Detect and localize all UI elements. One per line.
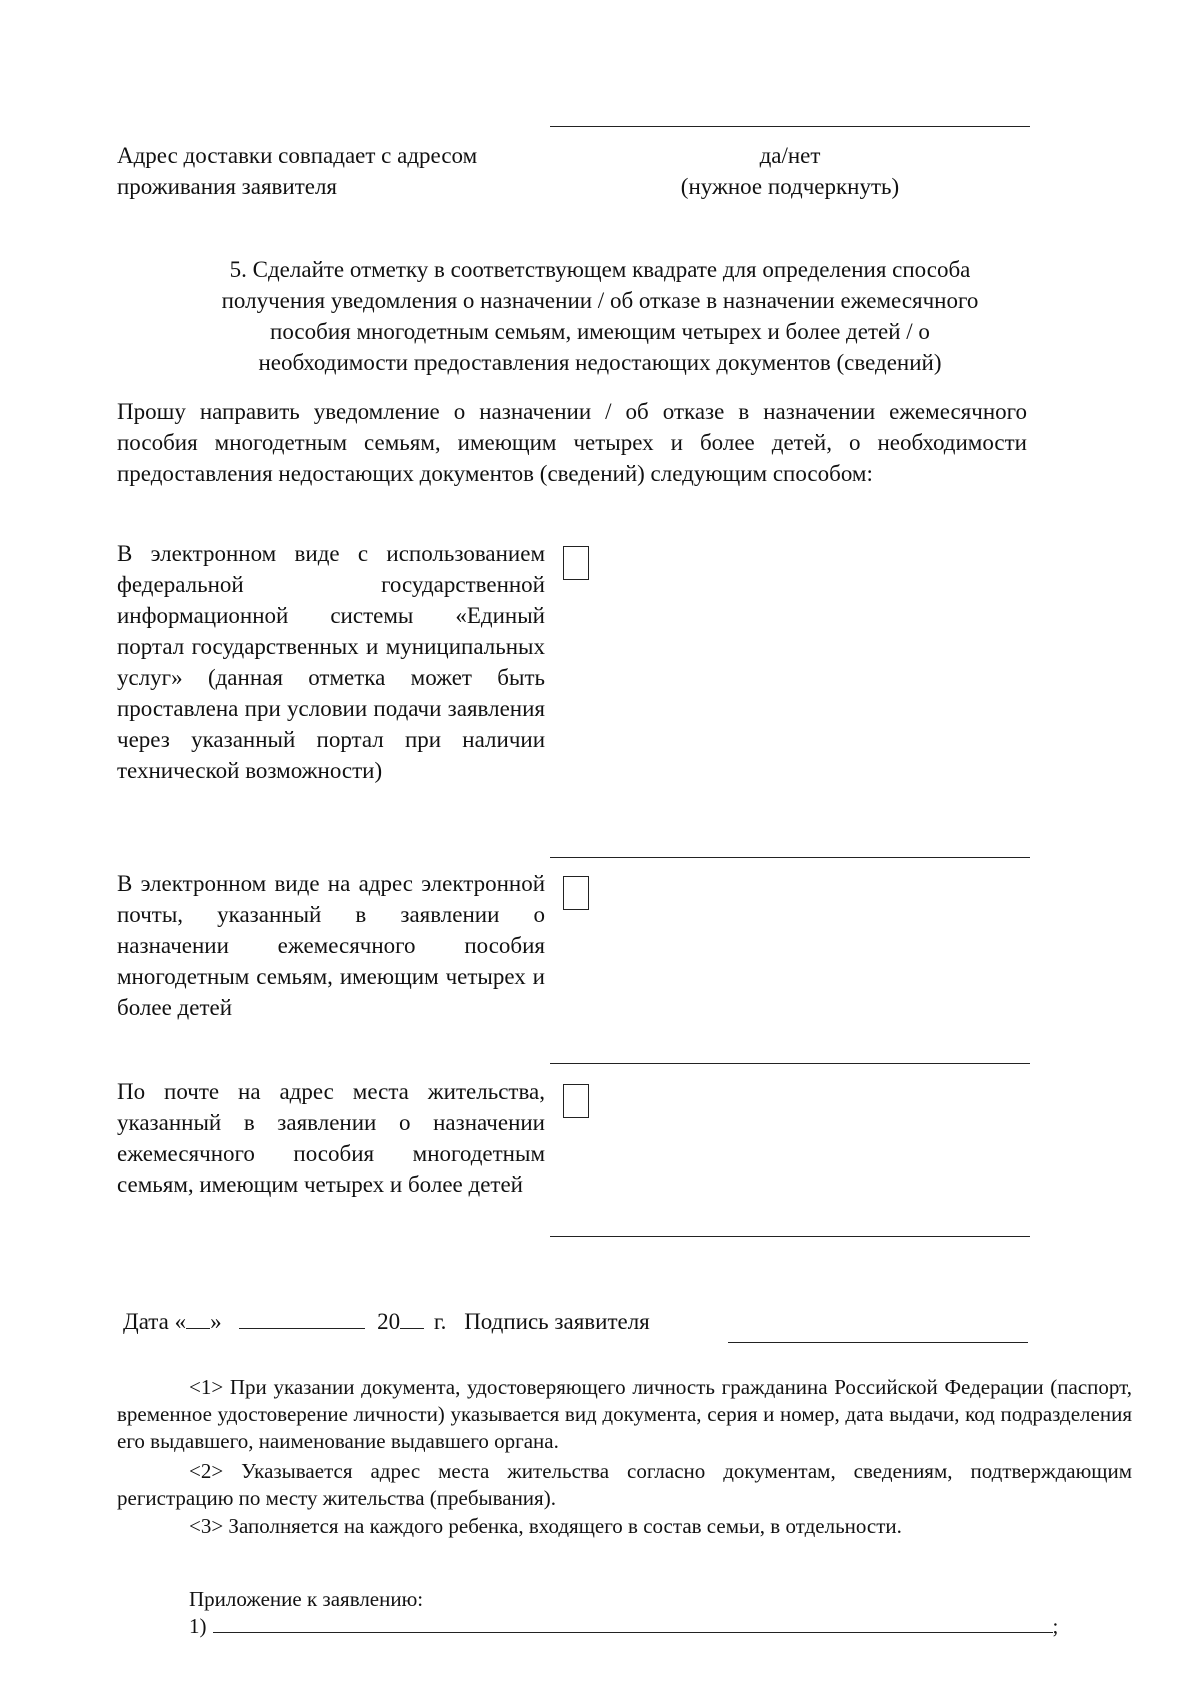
- address-label-line1: Адрес доставки совпадает с адресом: [117, 143, 478, 168]
- attachment-title: Приложение к заявлению:: [189, 1587, 424, 1611]
- option-epgu-checkbox[interactable]: [563, 546, 589, 580]
- attachment-item-end: ;: [1052, 1614, 1059, 1638]
- day-field[interactable]: [186, 1306, 210, 1329]
- top-fill-line: [550, 126, 1030, 127]
- address-label-line2: проживания заявителя: [117, 174, 338, 199]
- signature-field[interactable]: [728, 1342, 1028, 1343]
- request-paragraph: Прошу направить уведомление о назначении / об отказе в назначении ежемесячного пособия многодетным семьям, имеющим четырех и более детей, о необходимости предоставления недостающих документов (сведений) следующим способом:: [117, 399, 1027, 486]
- footnote-3: <3> Заполняется на каждого ребенка, входящего в состав семьи, в отдельности.: [189, 1514, 902, 1538]
- section5-heading: [100, 254, 1100, 378]
- heading-line: необходимости предоставления недостающих документов (сведений): [258, 350, 942, 375]
- heading-line: 5. Сделайте отметку в соответствующем квадрате для определения способа: [229, 257, 971, 282]
- year-suffix: г.: [433, 1309, 447, 1334]
- option-divider-line: [550, 1236, 1030, 1237]
- option-post-text: По почте на адрес места жительства, указанный в заявлении о назначении ежемесячного пособия многодетным семьям, имеющим четырех и более детей: [117, 1079, 545, 1197]
- year-field[interactable]: [400, 1306, 424, 1329]
- option-divider-line: [550, 1063, 1030, 1064]
- month-field[interactable]: [239, 1306, 365, 1329]
- option-email-checkbox[interactable]: [563, 876, 589, 910]
- date-label: Дата «: [123, 1309, 187, 1334]
- attachment-item-field[interactable]: [213, 1612, 1053, 1633]
- yes-no-option[interactable]: да/нет: [759, 143, 821, 168]
- heading-line: получения уведомления о назначении / об отказе в назначении ежемесячного: [221, 288, 979, 313]
- attachment-item: [189, 1612, 1089, 1640]
- option-email-text: В электронном виде на адрес электронной почты, указанный в заявлении о назначении ежемесячного пособия многодетным семьям, имеющим четырех и более детей: [117, 871, 545, 1020]
- attachment-item-number: 1): [189, 1614, 207, 1638]
- option-epgu-text: В электронном виде с использованием федеральной государственной информационной системы «Единый портал государственных и муниципальных услуг» (данная отметка может быть проставлена при условии подачи заявления через указанный портал при наличии технической возможности): [117, 541, 545, 783]
- signature-label: Подпись заявителя: [464, 1309, 650, 1334]
- address-match-choice: [640, 140, 940, 202]
- underline-hint: (нужное подчеркнуть): [680, 174, 900, 199]
- address-match-label: [117, 140, 567, 202]
- date-signature-row: [123, 1306, 1043, 1337]
- year-prefix: 20: [377, 1309, 401, 1334]
- date-close: »: [210, 1309, 222, 1334]
- footnote-2: <2> Указывается адрес места жительства согласно документам, сведениям, подтверждающим регистрацию по месту жительства (пребывания).: [117, 1459, 1132, 1510]
- option-divider-line: [550, 857, 1030, 858]
- footnote-1: <1> При указании документа, удостоверяющего личность гражданина Российской Федерации (паспорт, временное удостоверение личности) указывается вид документа, серия и номер, дата выдачи, код подразделения его выдавшего, наименование выдавшего органа.: [117, 1375, 1132, 1453]
- heading-line: пособия многодетным семьям, имеющим четырех и более детей / о: [270, 319, 930, 344]
- option-post-checkbox[interactable]: [563, 1084, 589, 1118]
